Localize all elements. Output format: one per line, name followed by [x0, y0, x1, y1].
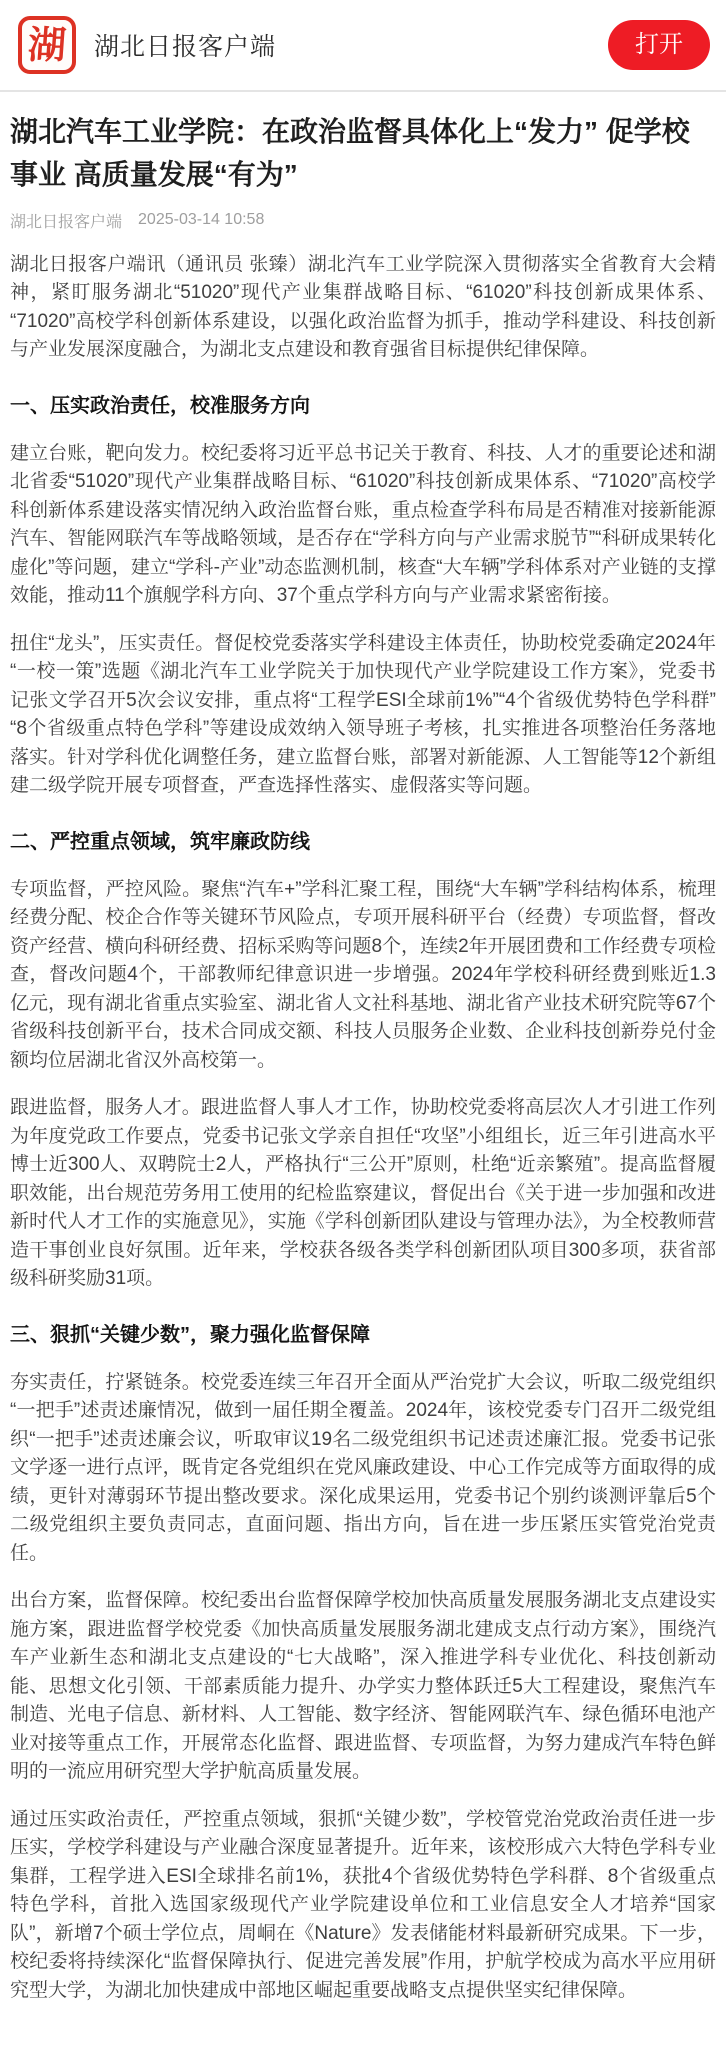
section-heading: 一、压实政治责任，校准服务方向 [10, 394, 310, 417]
article-meta [10, 209, 716, 232]
article-source: 湖北日报客户端 [10, 213, 123, 231]
article-paragraph: 建立台账，靶向发力。校纪委将习近平总书记关于教育、科技、人才的重要论述和湖北省委“51020”现代产业集群战略目标、“61020”科技创新成果体系、“71020”高校学科创新体系建设落实情况纳入政治监督台账，重点检查学科布局是否精准对接新能源汽车、智能网联汽车等战略领域，是否存在“学科方向与产业需求脱节”“科研成果转化虚化”等问题，建立“学科-产业”动态监测机制，核查“大车辆”学科体系对产业链的支撑效能，推动11个旗舰学科方向、37个重点学科方向与产业需求紧密衔接。 [10, 442, 716, 607]
article-timestamp: 2025-03-14 10:58 [138, 211, 265, 229]
open-app-button[interactable]: 打开 [608, 20, 710, 70]
article-paragraph: 通过压实政治责任，严控重点领域，狠抓“关键少数”，学校管党治党政治责任进一步压实，学校学科建设与产业融合深度显著提升。近年来，该校形成六大特色学科专业集群，工程学进入ESI全球排名前1%，获批4个省级优势特色学科群、8个省级重点特色学科，首批入选国家级现代产业学院建设单位和工业信息安全人才培养“国家队”，新增7个硕士学位点，周峒在《Nature》发表储能材料最新研究成果。下一步，校纪委将持续深化“监督保障执行、促进完善发展”作用，护航学校成为高水平应用研究型大学，为湖北加快建成中部地区崛起重要战略支点提供坚实纪律保障。 [10, 1808, 716, 2001]
section-heading: 三、狠抓“关键少数”，聚力强化监督保障 [10, 1323, 370, 1346]
article-paragraph: 扭住“龙头”，压实责任。督促校党委落实学科建设主体责任，协助校党委确定2024年“一校一策”选题《湖北汽车工业学院关于加快现代产业学院建设工作方案》，党委书记张文学召开5次会议安排，重点将“工程学ESI全球前1%”“4个省级优势特色学科群”“8个省级重点特色学科”等建设成效纳入领导班子考核，扎实推进各项整治任务落地落实。针对学科优化调整任务，建立监督台账，部署对新能源、人工智能等12个新组建二级学院开展专项督查，严查选择性落实、虚假落实等问题。 [10, 632, 716, 797]
article-paragraph: 夯实责任，拧紧链条。校党委连续三年召开全面从严治党扩大会议，听取二级党组织“一把手”述责述廉情况，做到一届任期全覆盖。2024年，该校党委专门召开二级党组织“一把手”述责述廉会议，听取审议19名二级党组织书记述责述廉汇报。党委书记张文学逐一进行点评，既肯定各党组织在党风廉政建设、中心工作完成等方面取得的成绩，更针对薄弱环节提出整改要求。深化成果运用，党委书记个别约谈测评靠后5个二级党组织主要负责同志，直面问题、指出方向，旨在进一步压紧压实管党治党责任。 [10, 1371, 716, 1564]
article-title: 湖北汽车工业学院：在政治监督具体化上“发力” 促学校事业 高质量发展“有为” [10, 116, 690, 191]
article-paragraph: 跟进监督，服务人才。跟进监督人事人才工作，协助校党委将高层次人才引进工作列为年度党政工作要点，党委书记张文学亲自担任“攻坚”小组组长，近三年引进高水平博士近300人、双聘院士2人，严格执行“三公开”原则，杜绝“近亲繁殖”。提高监督履职效能，出台规范劳务用工使用的纪检监察建议，督促出台《关于进一步加强和改进新时代人才工作的实施意见》，实施《学科创新团队建设与管理办法》，为全校教师营造干事创业良好氛围。近年来，学校获各级各类学科创新团队项目300多项，获省部级科研奖励31项。 [10, 1097, 716, 1290]
app-name: 湖北日报客户端 [94, 33, 277, 61]
article [0, 92, 726, 2064]
section-heading: 二、严控重点领域，筑牢廉政防线 [10, 830, 310, 853]
app-logo-icon [18, 16, 76, 74]
article-paragraph: 专项监督，严控风险。聚焦“汽车+”学科汇聚工程，围绕“大车辆”学科结构体系，梳理经费分配、校企合作等关键环节风险点，专项开展科研平台（经费）专项监督，督改资产经营、横向科研经费、招标采购等问题8个，连续2年开展团费和工作经费专项检查，督改问题4个，干部教师纪律意识进一步增强。2024年学校科研经费到账近1.3亿元，现有湖北省重点实验室、湖北省人文社科基地、湖北省产业技术研究院等67个省级科技创新平台，技术合同成交额、科技人员服务企业数、企业科技创新券兑付金额均位居湖北省汉外高校第一。 [10, 878, 716, 1071]
article-body [10, 251, 716, 2006]
logo-character: 湖 [26, 22, 68, 67]
article-paragraph: 出台方案，监督保障。校纪委出台监督保障学校加快高质量发展服务湖北支点建设实施方案，跟进监督学校党委《加快高质量发展服务湖北建成支点行动方案》，围绕汽车产业新生态和湖北支点建设的“七大战略”，深入推进学科专业优化、科技创新动能、思想文化引领、干部素质能力提升、办学实力整体跃迁5大工程建设，聚焦汽车制造、光电子信息、新材料、人工智能、数字经济、智能网联汽车、绿色循环电池产业对接等重点工作，开展常态化监督、跟进监督、专项监督，为努力建成汽车特色鲜明的一流应用研究型大学护航高质量发展。 [10, 1590, 716, 1783]
article-paragraph: 湖北日报客户端讯（通讯员 张臻）湖北汽车工业学院深入贯彻落实全省教育大会精神，紧盯服务湖北“51020”现代产业集群战略目标、“61020”科技创新成果体系、“71020”高校学科创新体系建设，以强化政治监督为抓手，推动学科建设、科技创新与产业发展深度融合，为湖北支点建设和教育强省目标提供纪律保障。 [10, 253, 716, 361]
app-header [0, 0, 726, 92]
